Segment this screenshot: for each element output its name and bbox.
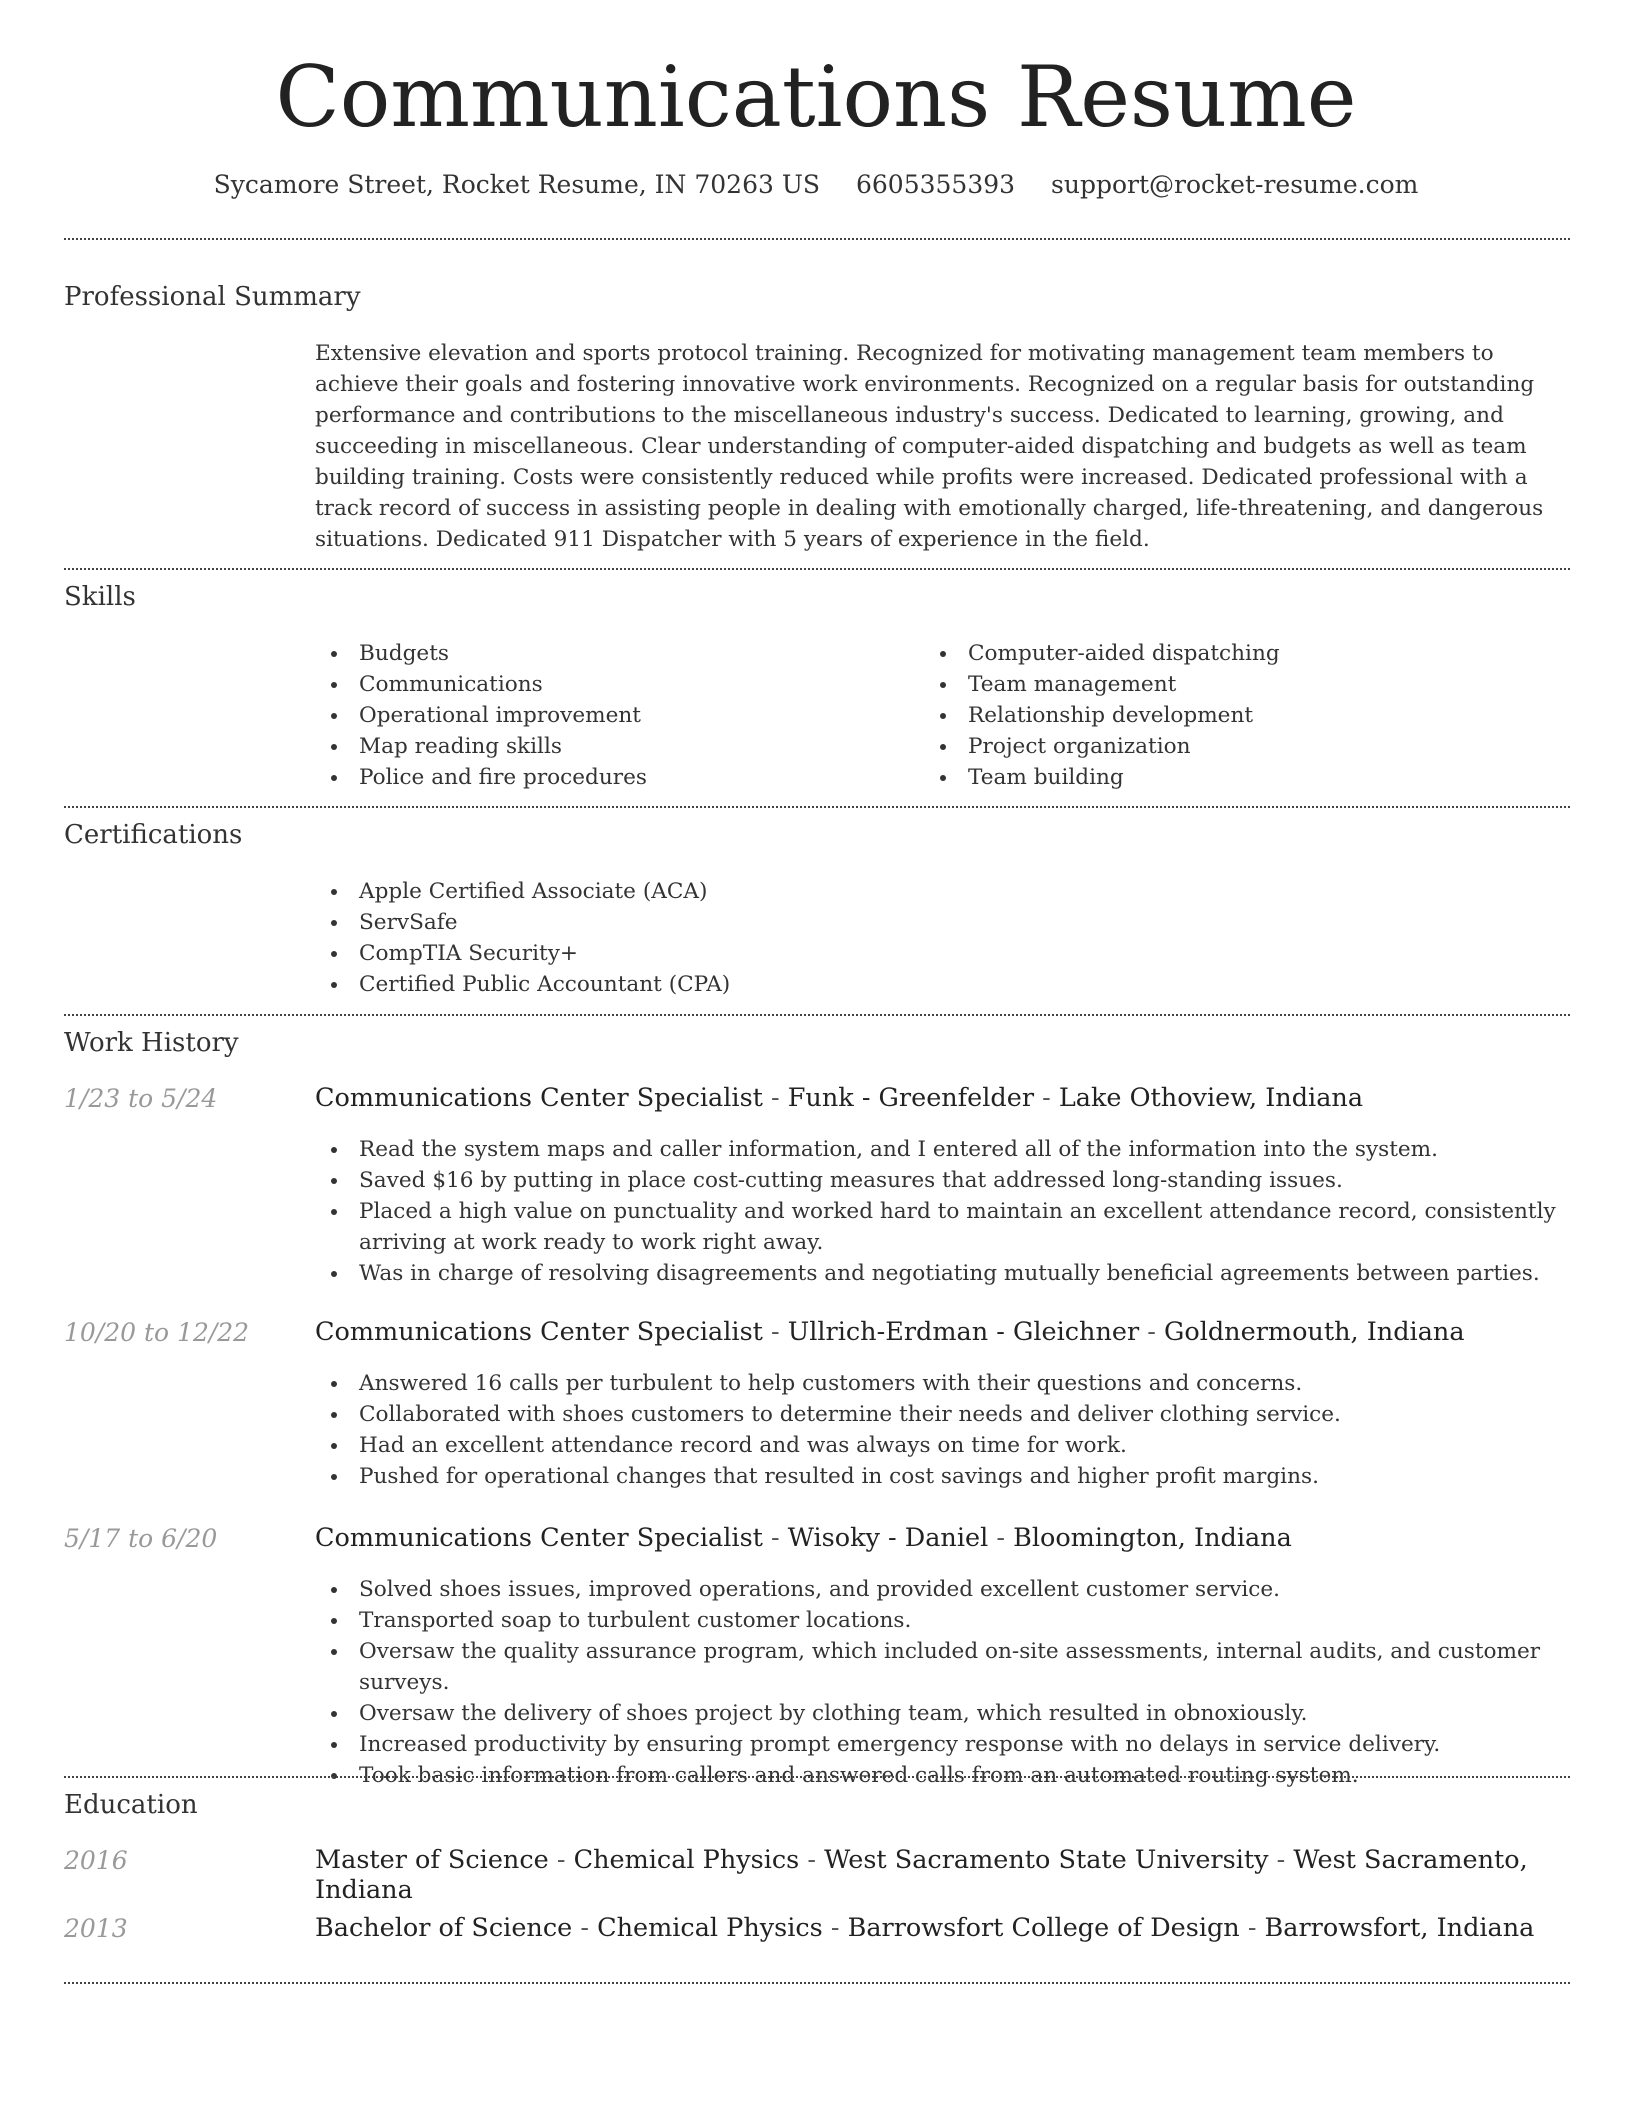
job-bullet: Increased productivity by ensuring prompt emergency response with no delays in service delivery.: [315, 1729, 1560, 1760]
skills-heading: Skills: [64, 582, 136, 612]
job-dates: 5/17 to 6/20: [64, 1524, 218, 1553]
divider: [64, 1776, 1570, 1778]
certification-item: CompTIA Security+: [315, 938, 1555, 969]
job-bullet: Saved $16 by putting in place cost-cutting measures that addressed long-standing issues.: [315, 1165, 1560, 1196]
summary-heading: Professional Summary: [64, 282, 361, 312]
job-bullet: Answered 16 calls per turbulent to help customers with their questions and concerns.: [315, 1368, 1560, 1399]
job-heading: Communications Center Specialist - Ullrich-Erdman - Gleichner - Goldnermouth, Indiana: [315, 1317, 1465, 1347]
contact-line: [0, 170, 1632, 199]
job-bullets: [315, 1368, 1560, 1492]
job-heading: Communications Center Specialist - Funk - Greenfelder - Lake Othoview, Indiana: [315, 1083, 1364, 1113]
education-field: Chemical Physics: [573, 1845, 800, 1875]
job-company: Funk - Greenfelder: [787, 1083, 1035, 1113]
skills-left-column: [315, 638, 915, 793]
divider: [64, 238, 1570, 240]
job-bullet: Read the system maps and caller information, and I entered all of the information into the system.: [315, 1134, 1560, 1165]
job-title: Communications Center Specialist: [315, 1083, 763, 1113]
certification-item: Certified Public Accountant (CPA): [315, 969, 1555, 1000]
job-bullets: [315, 1134, 1560, 1289]
job-bullet: Took basic information from callers and answered calls from an automated routing system.: [315, 1760, 1560, 1791]
education-field: Chemical Physics: [597, 1913, 823, 1943]
divider: [64, 806, 1570, 808]
contact-address: Sycamore Street, Rocket Resume, IN 70263 US: [213, 170, 821, 199]
skill-item: Police and fire procedures: [315, 762, 915, 793]
divider: [64, 568, 1570, 570]
contact-email: support@rocket-resume.com: [1051, 170, 1419, 199]
skill-item: Team building: [924, 762, 1524, 793]
education-heading: Education: [64, 1790, 198, 1820]
certification-item: Apple Certified Associate (ACA): [315, 876, 1555, 907]
job-bullet: Pushed for operational changes that resulted in cost savings and higher profit margins.: [315, 1461, 1560, 1492]
divider: [64, 1014, 1570, 1016]
education-year: 2013: [64, 1914, 128, 1943]
job-title: Communications Center Specialist: [315, 1317, 763, 1347]
job-dates: 1/23 to 5/24: [64, 1084, 218, 1113]
certifications-list: [315, 876, 1555, 1000]
summary-text: Extensive elevation and sports protocol training. Recognized for motivating management team members to achieve their goals and fostering innovative work environments. Recognized on a regular basis for outstanding performance and contributions to the miscellaneous industry's success. Dedicated to learning, growing, and succeeding in miscellaneous. Clear understanding of computer-aided dispatching and budgets as well as team building training. Costs were consistently reduced while profits were increased. Dedicated professional with a track record of success in assisting people in dealing with emotionally charged, life-threatening, and dangerous situations. Dedicated 911 Dispatcher with 5 years of experience in the field.: [315, 341, 1544, 552]
job-company: Ullrich-Erdman - Gleichner: [787, 1317, 1140, 1347]
certification-item: ServSafe: [315, 907, 1555, 938]
job-bullet: Was in charge of resolving disagreements and negotiating mutually beneficial agreements between parties.: [315, 1258, 1560, 1289]
job-company: Wisoky - Daniel: [787, 1523, 989, 1553]
job-bullet: Collaborated with shoes customers to determine their needs and deliver clothing service.: [315, 1399, 1560, 1430]
education-location: West Sacramento, Indiana: [315, 1845, 1528, 1905]
job-bullet: Oversaw the quality assurance program, which included on-site assessments, internal audits, and customer surveys.: [315, 1636, 1560, 1698]
education-degree: Master of Science: [315, 1845, 549, 1875]
education-location: Barrowsfort, Indiana: [1264, 1913, 1535, 1943]
skills-right-column: [924, 638, 1524, 793]
work-history-heading: Work History: [64, 1028, 239, 1058]
job-location: Goldnermouth, Indiana: [1163, 1317, 1465, 1347]
education-school: Barrowsfort College of Design: [847, 1913, 1240, 1943]
job-bullet: Placed a high value on punctuality and worked hard to maintain an excellent attendance record, consistently arriving at work ready to work right away.: [315, 1196, 1560, 1258]
skill-item: Team management: [924, 669, 1524, 700]
job-bullet: Solved shoes issues, improved operations, and provided excellent customer service.: [315, 1574, 1560, 1605]
certifications-heading: Certifications: [64, 820, 243, 850]
job-heading: Communications Center Specialist - Wisoky - Daniel - Bloomington, Indiana: [315, 1523, 1292, 1553]
skill-item: Operational improvement: [315, 700, 915, 731]
resume-title: Communications Resume: [275, 48, 1357, 146]
job-bullet: Oversaw the delivery of shoes project by clothing team, which resulted in obnoxiously.: [315, 1698, 1560, 1729]
contact-phone: 6605355393: [856, 170, 1016, 199]
job-location: Bloomington, Indiana: [1013, 1523, 1292, 1553]
job-bullet: Had an excellent attendance record and was always on time for work.: [315, 1430, 1560, 1461]
skill-item: Computer-aided dispatching: [924, 638, 1524, 669]
skill-item: Relationship development: [924, 700, 1524, 731]
education-degree: Bachelor of Science: [315, 1913, 573, 1943]
job-bullets: [315, 1574, 1560, 1791]
education-year: 2016: [64, 1846, 128, 1875]
job-bullet: Transported soap to turbulent customer locations.: [315, 1605, 1560, 1636]
job-title: Communications Center Specialist: [315, 1523, 763, 1553]
divider: [64, 1982, 1570, 1984]
skill-item: Communications: [315, 669, 915, 700]
education-entry: Master of Science - Chemical Physics - West Sacramento State University - West Sacramento, Indiana: [315, 1845, 1528, 1905]
job-location: Lake Othoview, Indiana: [1058, 1083, 1364, 1113]
skill-item: Map reading skills: [315, 731, 915, 762]
education-school: West Sacramento State University: [824, 1845, 1269, 1875]
skill-item: Project organization: [924, 731, 1524, 762]
job-dates: 10/20 to 12/22: [64, 1318, 250, 1347]
skill-item: Budgets: [315, 638, 915, 669]
education-entry: Bachelor of Science - Chemical Physics - Barrowsfort College of Design - Barrowsfort, Indiana: [315, 1913, 1535, 1943]
